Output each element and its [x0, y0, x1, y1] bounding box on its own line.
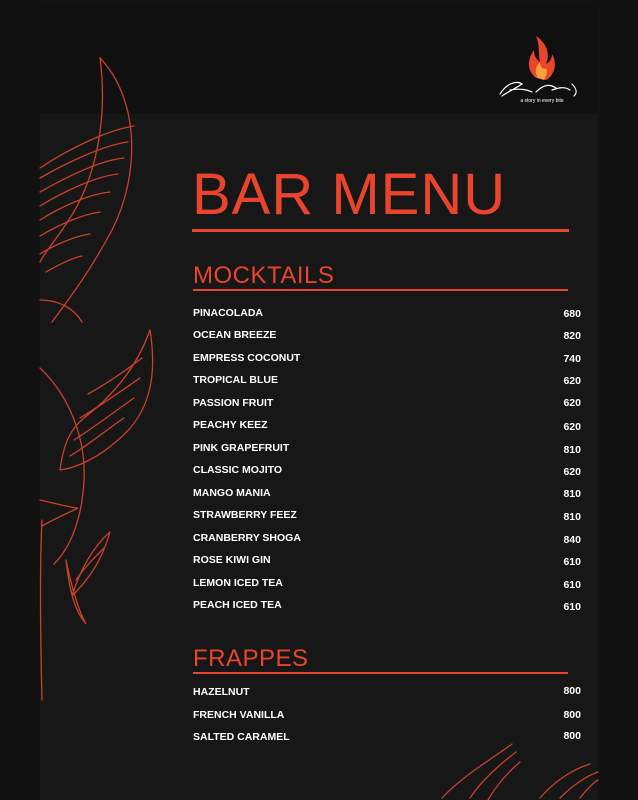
menu-item — [193, 440, 581, 456]
menu-item — [193, 684, 581, 700]
menu-item — [193, 327, 581, 343]
section-divider-frappes — [193, 672, 568, 674]
item-price: 810 — [563, 511, 581, 523]
item-name: MANGO MANIA — [193, 487, 271, 499]
menu-item — [193, 707, 581, 723]
menu-item — [193, 530, 581, 546]
item-price: 810 — [563, 488, 581, 500]
item-price: 620 — [563, 466, 581, 478]
item-price: 620 — [563, 397, 581, 409]
section-title-frappes: FRAPPES — [193, 645, 309, 672]
flame-icon — [492, 34, 590, 104]
item-name: EMPRESS COCONUT — [193, 352, 301, 364]
item-price: 800 — [563, 709, 581, 721]
item-name: SALTED CARAMEL — [193, 731, 290, 743]
menu-item — [193, 372, 581, 388]
item-price: 610 — [563, 579, 581, 591]
item-name: OCEAN BREEZE — [193, 329, 277, 341]
item-name: PINK GRAPEFRUIT — [193, 442, 290, 454]
section-divider-mocktails — [193, 289, 568, 291]
item-price: 810 — [563, 444, 581, 456]
item-name: TROPICAL BLUE — [193, 374, 278, 386]
item-price: 610 — [563, 556, 581, 568]
item-name: FRENCH VANILLA — [193, 709, 285, 721]
menu-item — [193, 485, 581, 501]
menu-item — [193, 350, 581, 366]
item-price: 620 — [563, 375, 581, 387]
item-price: 680 — [563, 308, 581, 320]
menu-item — [193, 305, 581, 321]
item-name: PEACHY KEEZ — [193, 419, 268, 431]
menu-title: BAR MENU — [192, 162, 507, 227]
item-name: LEMON ICED TEA — [193, 577, 283, 589]
item-price: 840 — [563, 534, 581, 546]
item-name: PASSION FRUIT — [193, 397, 274, 409]
item-name: ROSE KIWI GIN — [193, 554, 271, 566]
menu-item — [193, 552, 581, 568]
item-name: PEACH ICED TEA — [193, 599, 282, 611]
menu-item — [193, 417, 581, 433]
item-name: CRANBERRY SHOGA — [193, 532, 301, 544]
item-price: 800 — [563, 685, 581, 697]
menu-item — [193, 462, 581, 478]
svg-text:a story in every bite: a story in every bite — [520, 98, 564, 104]
item-name: CLASSIC MOJITO — [193, 464, 283, 476]
menu-item — [193, 575, 581, 591]
menu-item — [193, 395, 581, 411]
item-price: 620 — [563, 421, 581, 433]
menu-item — [193, 597, 581, 613]
title-divider — [192, 229, 569, 232]
section-title-mocktails: MOCKTAILS — [193, 262, 335, 289]
item-price: 820 — [563, 330, 581, 342]
item-price: 740 — [563, 353, 581, 365]
menu-item — [193, 729, 581, 745]
item-name: STRAWBERRY FEEZ — [193, 509, 297, 521]
item-name: PINACOLADA — [193, 307, 263, 319]
item-price: 610 — [563, 601, 581, 613]
item-price: 800 — [563, 730, 581, 742]
brand-logo — [492, 34, 590, 104]
menu-item — [193, 507, 581, 523]
item-name: HAZELNUT — [193, 686, 250, 698]
